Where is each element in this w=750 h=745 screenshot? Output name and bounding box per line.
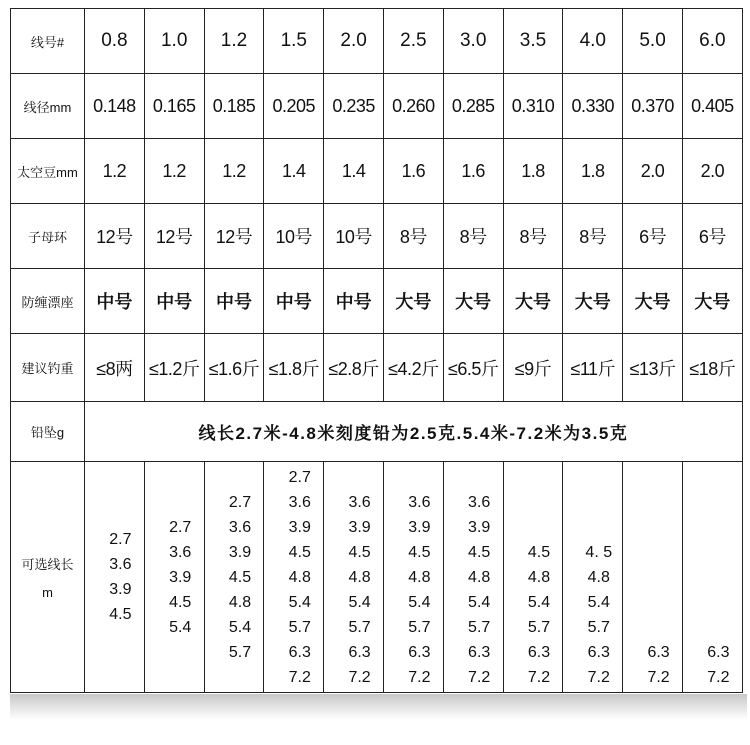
length-value: 3.6 — [228, 518, 252, 536]
table-cell: 1.0 — [144, 9, 204, 74]
table-cell: 12号 — [144, 204, 204, 269]
length-value: 6.3 — [348, 643, 371, 661]
table-cell: 1.4 — [264, 139, 324, 204]
table-cell: 中号 — [264, 269, 324, 334]
table-cell: ≤1.6斤 — [204, 334, 264, 402]
table-cell: 0.310 — [503, 74, 563, 139]
table-cell: 1.8 — [563, 139, 623, 204]
table-cell: ≤1.8斤 — [264, 334, 324, 402]
table-cell: 4.0 — [563, 9, 623, 74]
table-cell: 6号 — [682, 204, 742, 269]
table-cell: 8号 — [443, 204, 503, 269]
table-cell: 大号 — [383, 269, 443, 334]
table-cell: ≤2.8斤 — [324, 334, 384, 402]
row-label: 建议钓重 — [11, 334, 85, 402]
length-value: 4.5 — [468, 543, 491, 561]
table-cell: ≤18斤 — [682, 334, 742, 402]
length-value: 4.8 — [228, 593, 252, 611]
length-cell — [623, 462, 683, 693]
table-cell: 3.5 — [503, 9, 563, 74]
length-value: 5.7 — [288, 618, 311, 636]
row-label: 铅坠g — [11, 402, 85, 462]
table-cell: 大号 — [503, 269, 563, 334]
length-value: 6.3 — [288, 643, 311, 661]
length-value: 3.6 — [348, 493, 371, 511]
row-line-lengths — [11, 462, 743, 693]
table-cell: 8号 — [383, 204, 443, 269]
table-cell: 1.2 — [204, 139, 264, 204]
table-cell: 10号 — [324, 204, 384, 269]
length-value: 3.6 — [109, 556, 132, 573]
length-value: 2.7 — [288, 468, 311, 486]
table-cell: 3.0 — [443, 9, 503, 74]
length-value: 3.6 — [288, 493, 311, 511]
length-cell — [563, 462, 623, 693]
row-label: 子母环 — [11, 204, 85, 269]
length-value: 4.8 — [468, 568, 491, 586]
table-cell: 2.0 — [682, 139, 742, 204]
table-cell: ≤11斤 — [563, 334, 623, 402]
length-value: 7.2 — [707, 668, 730, 686]
length-value: 4.5 — [169, 593, 192, 611]
table-cell: ≤1.2斤 — [144, 334, 204, 402]
length-value: 4.5 — [109, 606, 132, 623]
table-cell: 大号 — [623, 269, 683, 334]
table-cell: 0.330 — [563, 74, 623, 139]
length-value: 6.3 — [408, 643, 431, 661]
table-cell: 1.2 — [204, 9, 264, 74]
sinker-note: 线长2.7米-4.8米刻度铅为2.5克.5.4米-7.2米为3.5克 — [85, 402, 743, 462]
table-cell: 0.205 — [264, 74, 324, 139]
length-value: 5.4 — [408, 593, 431, 611]
table-cell: 0.405 — [682, 74, 742, 139]
table-cell: 1.8 — [503, 139, 563, 204]
length-value: 6.3 — [647, 643, 670, 661]
length-cell — [144, 462, 204, 693]
length-value: 7.2 — [468, 668, 491, 686]
length-value: 2.7 — [109, 531, 132, 548]
table-cell: ≤13斤 — [623, 334, 683, 402]
length-value: 4.8 — [288, 568, 311, 586]
table-cell: 0.148 — [85, 74, 145, 139]
length-value: 7.2 — [587, 668, 610, 686]
length-value: 4.5 — [408, 543, 431, 561]
length-cell — [503, 462, 563, 693]
table-cell: 10号 — [264, 204, 324, 269]
row-suggested-weight — [11, 334, 743, 402]
table-cell: 12号 — [204, 204, 264, 269]
row-label: 线号# — [11, 9, 85, 74]
row-sinker — [11, 402, 743, 462]
length-value: 3.9 — [348, 518, 371, 536]
length-value: 7.2 — [527, 668, 551, 686]
table-cell: 0.165 — [144, 74, 204, 139]
table-cell: ≤9斤 — [503, 334, 563, 402]
row-label: 太空豆mm — [11, 139, 85, 204]
length-value: 3.9 — [228, 543, 252, 561]
length-value: 2.7 — [169, 518, 192, 536]
length-cell — [85, 462, 145, 693]
length-value: 6.3 — [587, 643, 610, 661]
table-cell: 5.0 — [623, 9, 683, 74]
table-cell: 8号 — [563, 204, 623, 269]
length-value: 5.7 — [408, 618, 431, 636]
table-cell: 2.0 — [623, 139, 683, 204]
table-shadow — [10, 694, 747, 720]
spec-table — [10, 8, 743, 693]
length-cell — [204, 462, 264, 693]
length-cell — [264, 462, 324, 693]
row-space-bean — [11, 139, 743, 204]
length-value: 5.7 — [348, 618, 371, 636]
table-cell: 1.4 — [324, 139, 384, 204]
table-cell: 0.8 — [85, 9, 145, 74]
length-value: 6.3 — [527, 643, 551, 661]
table-cell: ≤4.2斤 — [383, 334, 443, 402]
table-cell: 6.0 — [682, 9, 742, 74]
table-cell: 1.2 — [144, 139, 204, 204]
length-value: 5.7 — [527, 618, 551, 636]
table-cell: 2.5 — [383, 9, 443, 74]
length-value: 4.5 — [527, 543, 551, 561]
length-value: 5.4 — [348, 593, 371, 611]
lengths-unit: m — [42, 585, 53, 600]
length-cell — [383, 462, 443, 693]
length-value: 5.7 — [228, 643, 252, 661]
row-label: 线径mm — [11, 74, 85, 139]
table-cell: 0.260 — [383, 74, 443, 139]
table-cell: 中号 — [85, 269, 145, 334]
length-value: 4.5 — [228, 568, 252, 586]
table-cell: 6号 — [623, 204, 683, 269]
length-value: 5.4 — [527, 593, 551, 611]
table-cell: 大号 — [443, 269, 503, 334]
length-value: 3.6 — [468, 493, 491, 511]
lengths-label: 可选线长 — [21, 557, 74, 572]
length-value: 6.3 — [707, 643, 730, 661]
length-value: 3.6 — [169, 543, 192, 561]
table-cell: 1.6 — [443, 139, 503, 204]
table-cell: 12号 — [85, 204, 145, 269]
length-value: 5.4 — [587, 593, 610, 611]
length-value: 4.8 — [348, 568, 371, 586]
table-cell: 8号 — [503, 204, 563, 269]
table-cell: 0.370 — [623, 74, 683, 139]
length-value: 3.9 — [468, 518, 491, 536]
length-value: 4.5 — [348, 543, 371, 561]
length-value: 7.2 — [408, 668, 431, 686]
table-cell: ≤8两 — [85, 334, 145, 402]
length-value: 4.8 — [408, 568, 431, 586]
table-cell: 2.0 — [324, 9, 384, 74]
length-cell — [682, 462, 742, 693]
length-value: 7.2 — [647, 668, 670, 686]
table-cell: 大号 — [563, 269, 623, 334]
length-value: 6.3 — [468, 643, 491, 661]
length-value: 4. 5 — [585, 543, 613, 561]
length-value: 2.7 — [228, 493, 252, 511]
length-value: 5.4 — [288, 593, 311, 611]
table-cell: 中号 — [324, 269, 384, 334]
table-cell: 中号 — [144, 269, 204, 334]
length-value: 5.7 — [587, 618, 610, 636]
length-value: 3.9 — [288, 518, 311, 536]
row-snap-ring — [11, 204, 743, 269]
table-cell: 1.2 — [85, 139, 145, 204]
length-value: 4.8 — [587, 568, 610, 586]
row-line-diameter — [11, 74, 743, 139]
table-cell: 0.285 — [443, 74, 503, 139]
length-value: 3.9 — [109, 581, 132, 598]
table-cell: 1.6 — [383, 139, 443, 204]
table-cell: 大号 — [682, 269, 742, 334]
length-value: 3.9 — [408, 518, 431, 536]
length-value: 5.4 — [228, 618, 252, 636]
table-cell: 1.5 — [264, 9, 324, 74]
length-value: 4.8 — [527, 568, 551, 586]
length-value: 7.2 — [348, 668, 371, 686]
length-cell — [443, 462, 503, 693]
length-cell — [324, 462, 384, 693]
row-label — [11, 462, 85, 693]
length-value: 3.6 — [408, 493, 431, 511]
length-value: 7.2 — [288, 668, 311, 686]
table-cell: ≤6.5斤 — [443, 334, 503, 402]
length-value: 4.5 — [288, 543, 311, 561]
row-float-seat — [11, 269, 743, 334]
table-cell: 中号 — [204, 269, 264, 334]
row-line-number — [11, 9, 743, 74]
table-cell: 0.235 — [324, 74, 384, 139]
length-value: 5.4 — [169, 618, 192, 636]
row-label: 防缠漂座 — [11, 269, 85, 334]
length-value: 5.7 — [468, 618, 491, 636]
table-cell: 0.185 — [204, 74, 264, 139]
length-value: 5.4 — [468, 593, 491, 611]
length-value: 3.9 — [169, 568, 192, 586]
